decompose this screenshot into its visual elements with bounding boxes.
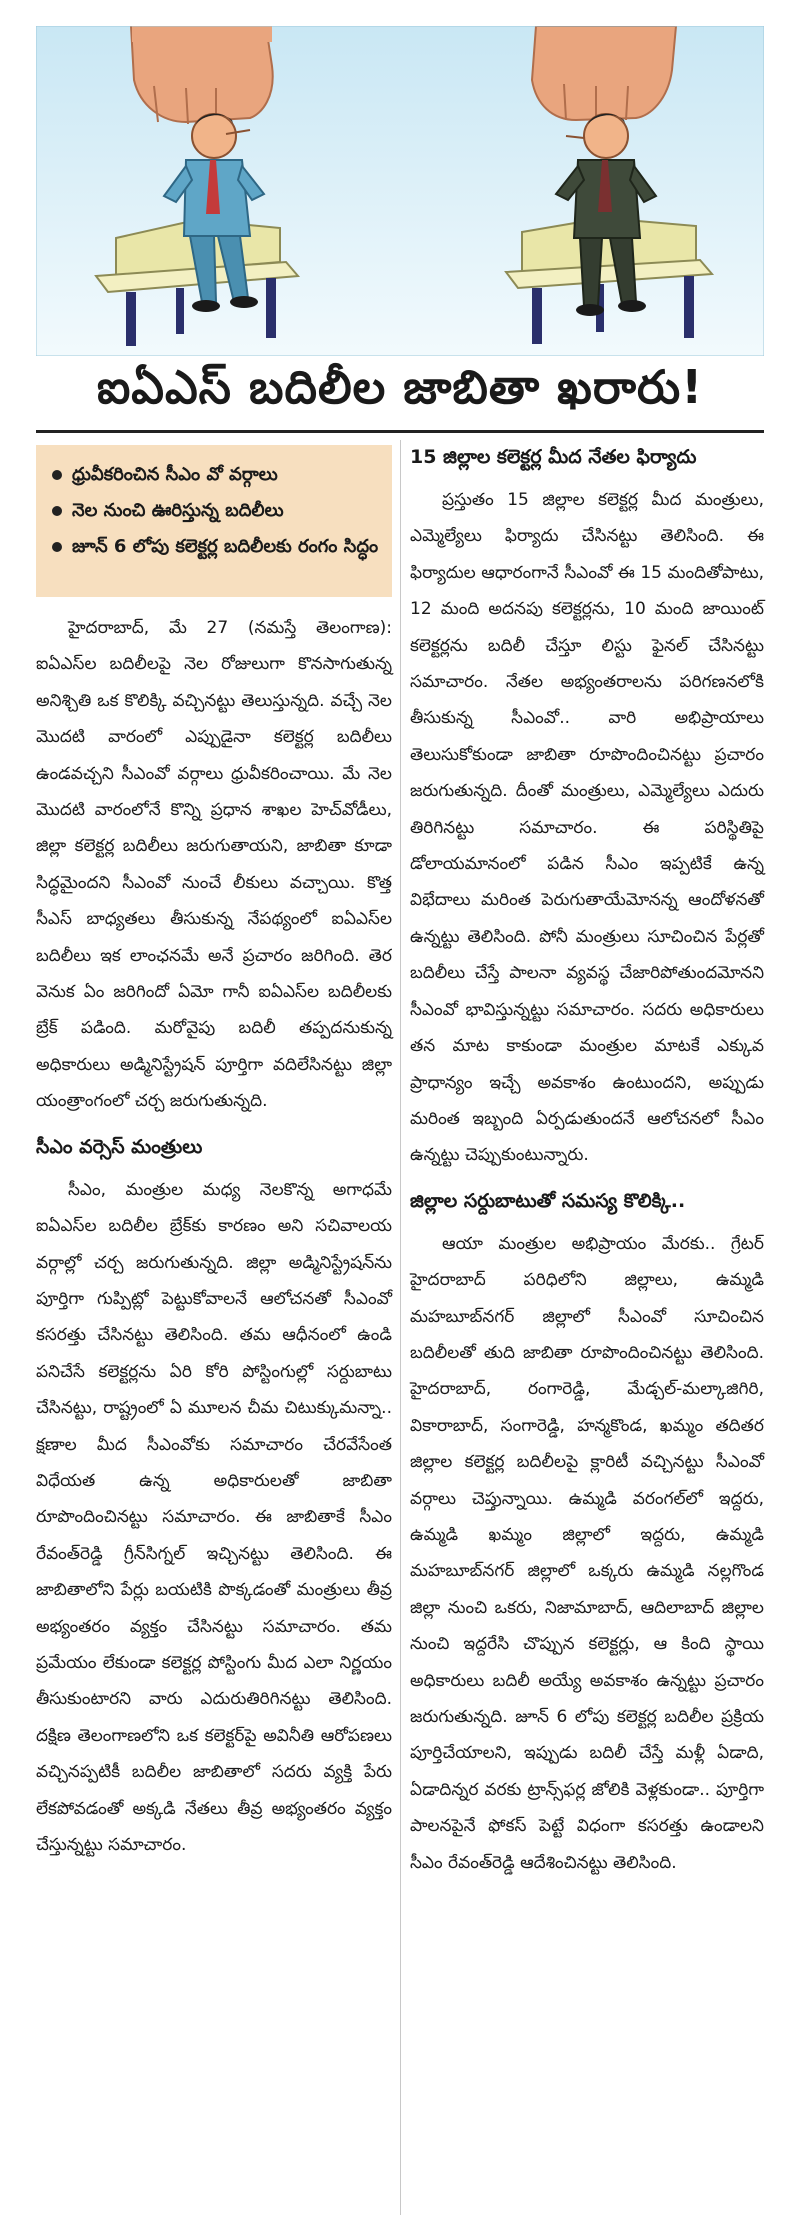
bullet-icon	[52, 542, 62, 552]
headline-underline	[36, 430, 764, 433]
highlights-box	[36, 445, 392, 597]
bullet-icon	[52, 470, 62, 480]
left-hand-icon	[131, 26, 273, 124]
highlight-text: నెల నుంచి ఊరిస్తున్న బదిలీలు	[72, 500, 284, 521]
cartoon-illustration	[36, 26, 764, 356]
subheading-cm-vs-ministers: సీఎం వర్సెస్ మంత్రులు	[36, 1135, 203, 1158]
highlight-text: ధ్రువీకరించిన సీఎం వో వర్గాలు	[72, 464, 278, 485]
subheading-complaints: 15 జిల్లాల కలెక్టర్ల మీద నేతల ఫిర్యాదు	[410, 446, 697, 468]
highlight-item	[48, 459, 382, 491]
highlight-item	[48, 495, 382, 527]
right-column	[410, 440, 764, 1881]
column-divider	[400, 440, 401, 2215]
body-paragraph: సీఎం, మంత్రుల మధ్య నెలకొన్న అగాధమే ఐఏఎస్‌ల బదిలీల బ్రేక్‌కు కారణం అని సచివాలయ వర్గాల్లో చర్చ జరుగుతున్నది. జిల్లా అడ్మినిస్ట్రేషన్‌ను పూర్తిగా గుప్పిట్లో పెట్టుకోవాలనే ఆలోచనతో సీఎంవో కసరత్తు చేసినట్టు తెలిసింది. తమ ఆధీనంలో ఉండి పనిచేసే కలెక్టర్లను ఏరి కోరి పోస్టింగుల్లో సర్దుబాటు చేసినట్టు, రాష్ట్రంలో ఏ మూలన చీమ చిటుక్కుమన్నా.. క్షణాల మీద సీఎంవోకు సమాచారం చేరవేసేంత విధేయత ఉన్న అధికారులతో జాబితా రూపొందించినట్టు సమాచారం. ఈ జాబితాకే సీఎం రేవంత్‌రెడ్డి గ్రీన్‌సిగ్నల్ ఇచ్చినట్టు తెలిసింది. ఈ జాబితాలోని పేర్లు బయటికి పొక్కడంతో మంత్రులు తీవ్ర అభ్యంతరం వ్యక్తం చేసినట్టు సమాచారం. తమ ప్రమేయం లేకుండా కలెక్టర్ల పోస్టింగు మీద ఎలా నిర్ణయం తీసుకుంటారని వారు ఎదురుతిరిగినట్టు తెలిసింది. దక్షిణ తెలంగాణలోని ఒక కలెక్టర్‌పై అవినీతి ఆరోపణలు వచ్చినప్పటికీ బదిలీల జాబితాలో సదరు వ్యక్తి పేరు లేకపోవడంతో అక్కడి నేతలు తీవ్ర అభ్యంతరం వ్యక్తం చేస్తున్నట్టు సమాచారం.	[36, 1179, 392, 1855]
intro-paragraph: హైదరాబాద్, మే 27 (నమస్తే తెలంగాణ): ఐఏఎస్‌ల బదిలీలపై నెల రోజులుగా కొనసాగుతున్న అనిశ్చితి ఒక కొలిక్కి వచ్చినట్టు తెలుస్తున్నది. వచ్చే నెల మొదటి వారంలో ఎప్పుడైనా కలెక్టర్ల బదిలీలు ఉండవచ్చని సీఎంవో వర్గాలు ధ్రువీకరించాయి. మే నెల మొదటి వారంలోనే కొన్ని ప్రధాన శాఖల హెచ్‌వోడీలు, జిల్లా కలెక్టర్ల బదిలీలు జరుగుతాయని, జాబితా కూడా సిద్ధమైందని సీఎంవో నుంచే లీకులు వచ్చాయి. కొత్త సీఎస్ బాధ్యతలు తీసుకున్న నేపథ్యంలో ఐఏఎస్‌ల బదిలీలు ఇక లాంఛనమే అనే ప్రచారం జరిగింది. తెర వెనుక ఏం జరిగిందో ఏమో గానీ ఐఏఎస్‌ల బదిలీలకు బ్రేక్ పడింది. మరోవైపు బదిలీ తప్పదనుకున్న అధికారులు అడ్మినిస్ట్రేషన్ పూర్తిగా వదిలేసినట్టు జిల్లా యంత్రాంగంలో చర్చ జరుగుతున్నది.	[36, 618, 392, 1112]
highlight-item	[48, 531, 382, 563]
bullet-icon	[52, 506, 62, 516]
subheading-resolution: జిల్లాల సర్దుబాటుతో సమస్య కొలిక్కి..	[410, 1189, 686, 1212]
left-column	[36, 610, 392, 1863]
right-hand-icon	[532, 26, 676, 122]
headline: ఐఏఎస్ బదిలీల జాబితా ఖరారు!	[96, 360, 704, 414]
body-paragraph: ఆయా మంత్రుల అభిప్రాయం మేరకు.. గ్రేటర్ హైదరాబాద్ పరిధిలోని జిల్లాలు, ఉమ్మడి మహబూబ్‌నగర్ జిల్లాలో సీఎంవో సూచించిన బదిలీలతో తుది జాబితా రూపొందించినట్టు తెలిసింది. హైదరాబాద్, రంగారెడ్డి, మేడ్చల్-మల్కాజిగిరి, వికారాబాద్, సంగారెడ్డి, హన్మకొండ, ఖమ్మం తదితర జిల్లాల కలెక్టర్ల బదిలీలపై క్లారిటీ వచ్చినట్టు సీఎంవో వర్గాలు చెప్తున్నాయి. ఉమ్మడి వరంగల్‌లో ఇద్దరు, ఉమ్మడి ఖమ్మం జిల్లాలో ఇద్దరు, ఉమ్మడి మహబూబ్‌నగర్ జిల్లాలో ఒక్కరు ఉమ్మడి నల్లగొండ జిల్లా నుంచి ఒకరు, నిజామాబాద్, ఆదిలాబాద్ జిల్లాల నుంచి ఇద్దరేసి చొప్పున కలెక్టర్లు, ఆ కింది స్థాయి అధికారులు బదిలీ అయ్యే అవకాశం ఉన్నట్టు ప్రచారం జరుగుతున్నది. జూన్ 6 లోపు కలెక్టర్ల బదిలీల ప్రక్రియ పూర్తిచేయాలని, ఇప్పుడు బదిలీ చేస్తే మళ్లీ ఏడాది, ఏడాదిన్నర వరకు ట్రాన్స్‌ఫర్ల జోలికి వెళ్లకుండా.. పూర్తిగా పాలనపైనే ఫోకస్ పెట్టే విధంగా కసరత్తు ఉండాలని సీఎం రేవంత్‌రెడ్డి ఆదేశించినట్టు తెలిసింది.	[410, 1233, 764, 1873]
highlight-text: జూన్ 6 లోపు కలెక్టర్ల బదిలీలకు రంగం సిద్ధం	[72, 536, 379, 557]
body-paragraph: ప్రస్తుతం 15 జిల్లాల కలెక్టర్ల మీద మంత్రులు, ఎమ్మెల్యేలు ఫిర్యాదు చేసినట్టు తెలిసింది. ఈ ఫిర్యాదుల ఆధారంగానే సీఎంవో ఈ 15 మందితోపాటు, 12 మంది అదనపు కలెక్టర్లను, 10 మంది జాయింట్ కలెక్టర్లను బదిలీ చేస్తూ లిస్టు ఫైనల్ చేసినట్టు సమాచారం. నేతల అభ్యంతరాలను పరిగణనలోకి తీసుకున్న సీఎంవో.. వారి అభిప్రాయాలు తెలుసుకోకుండా జాబితా రూపొందించినట్టు ప్రచారం జరుగుతున్నది. దీంతో మంత్రులు, ఎమ్మెల్యేలు ఎదురు తిరిగినట్టు సమాచారం. ఈ పరిస్థితిపై డోలాయమానంలో పడిన సీఎం ఇప్పటికే ఉన్న విభేదాలు మరింత పెరుగుతాయేమోనన్న ఆందోళనతో ఉన్నట్టు తెలిసింది. పోనీ మంత్రులు సూచించిన పేర్లతో బదిలీలు చేస్తే పాలనా వ్యవస్థ చేజారిపోతుందమోనని సీఎంవో భావిస్తున్నట్టు సమాచారం. సదరు అధికారులు తన మాట కాకుండా మంత్రుల మాటకే ఎక్కువ ప్రాధాన్యం ఇచ్చే అవకాశం ఉంటుందని, అప్పుడు మరింత ఇబ్బంది ఏర్పడుతుందనే ఆలోచనలో సీఎం ఉన్నట్టు చెప్పుకుంటున్నారు.	[410, 490, 764, 1166]
